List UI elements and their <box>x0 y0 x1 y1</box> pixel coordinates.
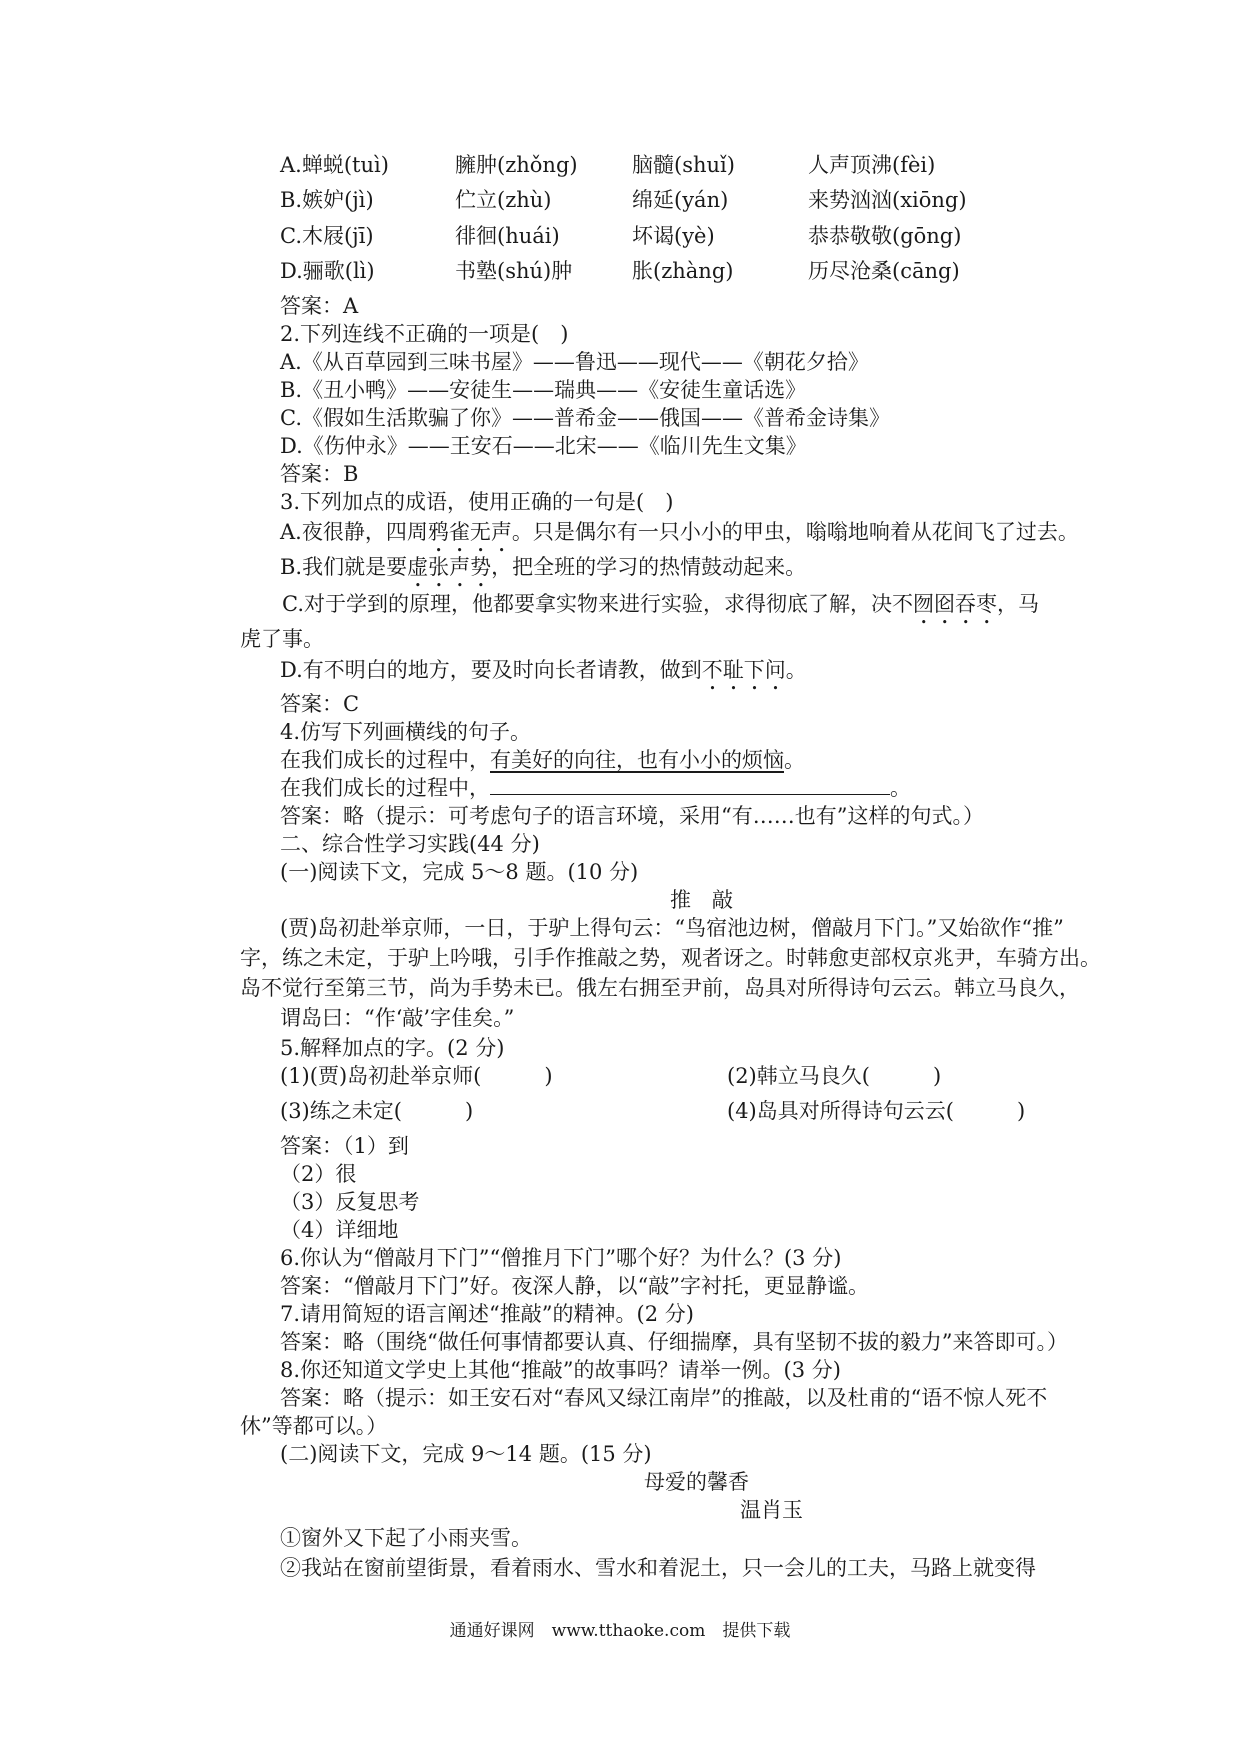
part1-intro: (一)阅读下文，完成 5～8 题。(10 分) <box>280 860 639 884</box>
q7-stem: 7.请用简短的语言阐述“推敲”的精神。(2 分) <box>280 1302 694 1326</box>
q2-stem: 2.下列连线不正确的一项是( ) <box>280 322 569 346</box>
q1-option-b-1: B.嫉妒(jì) <box>280 188 374 212</box>
q4-example: 在我们成长的过程中，有美好的向往，也有小小的烦恼。 <box>280 748 805 772</box>
part2-intro: (二)阅读下文，完成 9～14 题。(15 分) <box>280 1442 652 1466</box>
q1-option-d-4: 历尽沧桑(cāng) <box>808 259 960 283</box>
q1-option-a-4: 人声顶沸(fèi) <box>808 153 936 177</box>
q2-option-a: A.《从百草园到三味书屋》——鲁迅——现代——《朝花夕拾》 <box>280 350 869 374</box>
q4-underlined-sentence: 有美好的向往，也有小小的烦恼 <box>490 748 784 772</box>
q2-answer: 答案：B <box>280 462 359 486</box>
q1-option-b-4: 来势汹汹(xiōng) <box>808 188 967 212</box>
q4-answer-blank[interactable] <box>490 774 890 795</box>
part1-title: 推 敲 <box>670 888 733 912</box>
section-2-heading: 二、综合性学习实践(44 分) <box>280 832 540 856</box>
q3-a-idiom: 鸦雀无声 <box>427 520 512 544</box>
part1-passage-line-3: 岛不觉行至第三节，尚为手势未已。俄左右拥至尹前，岛具对所得诗句云云。韩立马良久， <box>240 976 1080 1000</box>
q5-answer-4: （4）详细地 <box>280 1218 399 1242</box>
q8-answer-line-2: 休”等都可以。） <box>240 1414 388 1438</box>
q3-c-idiom: 囫囵吞枣 <box>913 592 997 616</box>
q5-stem: 5.解释加点的字。(2 分) <box>280 1036 505 1060</box>
q1-option-b-2: 伫立(zhù) <box>455 188 552 212</box>
q8-stem: 8.你还知道文学史上其他“推敲”的故事吗？请举一例。(3 分) <box>280 1358 841 1382</box>
q7-answer: 答案：略（围绕“做任何事情都要认真、仔细揣摩，具有坚韧不拔的毅力”来答即可。） <box>280 1330 1068 1354</box>
q5-answer-2: （2）很 <box>280 1162 357 1186</box>
part1-passage-line-2: 字，练之未定，于驴上吟哦，引手作推敲之势，观者讶之。时韩愈吏部权京兆尹，车骑方出。 <box>240 946 1101 970</box>
q5-answer-3: （3）反复思考 <box>280 1190 420 1214</box>
q6-answer: 答案：“僧敲月下门”好。夜深人静，以“敲”字衬托，更显静谧。 <box>280 1274 869 1298</box>
q5-item-2: (2)韩立马良久( ) <box>727 1064 942 1088</box>
q1-option-d-1: D.骊歌(lì) <box>280 259 375 283</box>
q4-blank-line: 在我们成长的过程中， 。 <box>280 776 911 800</box>
q5-item-1: (1)(贾)岛初赴举京师( ) <box>280 1064 553 1088</box>
q1-option-a-1: A.蝉蜕(tuì) <box>280 153 389 177</box>
q1-option-c-3: 坏谒(yè) <box>632 224 715 248</box>
q2-option-c: C.《假如生活欺骗了你》——普希金——俄国——《普希金诗集》 <box>280 406 890 430</box>
q5-item-3: (3)练之未定( ) <box>280 1099 474 1123</box>
part1-passage-line-1: (贾)岛初赴举京师，一日，于驴上得句云：“鸟宿池边树，僧敲月下门。”又始欲作“推” <box>280 916 1064 940</box>
part2-paragraph-2: ②我站在窗前望街景，看着雨水、雪水和着泥土，只一会儿的工夫，马路上就变得 <box>280 1556 1036 1580</box>
q1-option-d-2: 书塾(shú)肿 <box>455 259 573 283</box>
q5-item-4: (4)岛具对所得诗句云云( ) <box>727 1099 1026 1123</box>
q1-option-a-2: 臃肿(zhǒng) <box>455 153 578 177</box>
q1-answer: 答案：A <box>280 294 359 318</box>
q1-option-c-4: 恭恭敬敬(gōng) <box>808 224 962 248</box>
q1-option-c-1: C.木屐(jī) <box>280 224 374 248</box>
q3-option-c-line1: C.对于学到的原理，他都要拿实物来进行实验，求得彻底了解，决不囫囵吞枣，马 <box>282 592 1039 616</box>
q1-option-c-2: 徘徊(huái) <box>455 224 560 248</box>
q8-answer-line-1: 答案：略（提示：如王安石对“春风又绿江南岸”的推敲，以及杜甫的“语不惊人死不 <box>280 1386 1048 1410</box>
part2-paragraph-1: ①窗外又下起了小雨夹雪。 <box>280 1526 532 1550</box>
q3-answer: 答案：C <box>280 692 360 716</box>
q3-option-a: A.夜很静，四周鸦雀无声。只是偶尔有一只小小的甲虫，嗡嗡地响着从花间飞了过去。 <box>280 520 1079 544</box>
q3-b-idiom: 虚张声势 <box>407 555 492 579</box>
q2-option-b: B.《丑小鸭》——安徒生——瑞典——《安徒生童话选》 <box>280 378 807 402</box>
q1-option-d-3: 胀(zhàng) <box>632 259 734 283</box>
q3-option-c-line2: 虎了事。 <box>240 627 324 651</box>
q3-option-d: D.有不明白的地方，要及时向长者请教，做到不耻下问。 <box>280 658 807 682</box>
q3-stem: 3.下列加点的成语，使用正确的一句是( ) <box>280 490 674 514</box>
q6-stem: 6.你认为“僧敲月下门”“僧推月下门”哪个好？为什么？(3 分) <box>280 1246 842 1270</box>
q3-d-idiom: 不耻下问 <box>701 658 786 682</box>
page-footer: 通通好课网 www.tthaoke.com 提供下载 <box>449 1621 791 1641</box>
part2-title: 母爱的馨香 <box>644 1470 749 1494</box>
q4-answer: 答案：略（提示：可考虑句子的语言环境，采用“有……也有”这样的句式。） <box>280 804 984 828</box>
q3-option-b: B.我们就是要虚张声势，把全班的学习的热情鼓动起来。 <box>280 555 807 579</box>
part1-passage-line-4: 谓岛曰：“作‘敲’字佳矣。” <box>280 1006 515 1030</box>
q1-option-a-3: 脑髓(shuǐ) <box>632 153 735 177</box>
q1-option-b-3: 绵延(yán) <box>632 188 729 212</box>
q5-answer-1: 答案：（1）到 <box>280 1134 409 1158</box>
q4-stem: 4.仿写下列画横线的句子。 <box>280 720 532 744</box>
part2-author: 温肖玉 <box>740 1498 803 1522</box>
q2-option-d: D.《伤仲永》——王安石——北宋——《临川先生文集》 <box>280 434 807 458</box>
